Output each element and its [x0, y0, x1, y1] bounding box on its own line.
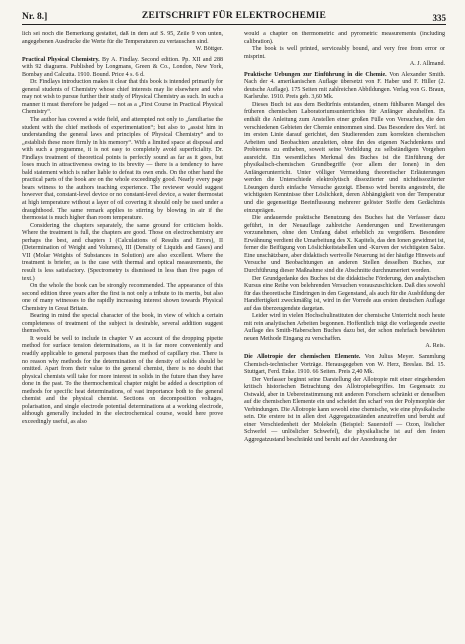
issue-number: Nr. 8.]: [22, 12, 48, 22]
body-paragraph: Der Grundgedanke des Buches ist die didaktische Förderung, den analytischen Kursus eine Reihe von belehrenden Versuchen vorauszuschicken. Daß dies sowohl für das theoretische Eindringen in den Gegenstand, als auch für die Ausbildung der Handfertigkeit zweckmäßig ist, wird in der Vorrede aus ersten deutschen Auflage auf das überzeugendste dargetan.: [244, 275, 445, 312]
left-column: [22, 31, 223, 639]
body-paragraph: Leider wird in vielen Hochschulinstituten der chemische Unterricht noch heute mit rein analytischen Arbeiten begonnen. Hoffentlich trägt die vorliegende zweite Auflage des Smith-Haberschen Buches dazu bei, der schon mehrfach bewährten neuen Methode Eingang zu verschaffen.: [244, 313, 445, 342]
review-title: Die Allotropie der chemischen Elemente.: [244, 353, 361, 360]
body-paragraph: would a chapter on thermometric and pyrometric measurements (including calibration).: [244, 31, 445, 45]
review-meta: By A. Findlay. Second edition. Pp. XII and 288 with 92 diagrams. Published by Longmans, Green & Co., London, New York, Bombay and Calcutta. 1910. Bound. Price 4 s. 6 d.: [22, 56, 223, 78]
review-heading: [244, 72, 445, 102]
review-signature: A. Reis.: [425, 343, 445, 350]
review-heading: [22, 57, 223, 80]
review-meta: Von Julius Meyer. Sammlung Chemisch-technischer Vorträge. Herausgegeben von W. Herz, Breslau. Bd. 15. Stuttgart, Ferd. Enke. 1910. 66 Seiten. Preis 2,40 Mk.: [244, 353, 445, 376]
body-paragraph: Bearing in mind the special character of the book, in view of which a certain completeness of treatment of the subject is desirable, several addition suggest themselves.: [22, 313, 223, 335]
right-column: [244, 31, 445, 639]
review-signature: A. J. Allmand.: [409, 61, 445, 68]
review-meta: Von Alexander Smith. Nach der 4. amerikanischen Auflage übersetzt von F. Haber und F. Hiller (2. deutsche Auflage). 175 Seiten mit zahlreichen Abbildungen. Verlag von G. Braun, Karlsruhe. 1910. Preis geb. 3,60 Mk.: [244, 71, 445, 101]
review-heading: [244, 354, 445, 377]
review-title: Praktische Uebungen zur Einführung in die Chemie.: [244, 71, 387, 78]
body-paragraph: The book is well printed, serviceably bound, and very free from error or misprint.: [244, 46, 445, 60]
body-paragraph: Der Verfasser beginnt seine Darstellung der Allotropie mit einer eingehenden kritisch historischen Betrachtung des Allotropiebegriffes. Im Gegensatz zu Ostwald, aber in Uebereinstimmung mit anderen Forschern schränkt er denselben auf die chemischen Elemente ein und scheidet ihn scharf von der Polymorphie der Verbindungen. Die Allotropie kann sowohl eine chemische, wie eine physikalische sein. Die erstere ist in allen drei Aggregatzuständen anzutreffen und beruht auf einer Verschiedenheit der Molekeln (Beispiel: Sauerstoff — Ozon, löslicher Schwefel — unlöslicher Schwefel), die physikalische ist auf den festen Aggregatzustand beschränkt und beruht auf der Anordnung der: [244, 376, 445, 443]
intro-signature: W. Böttger.: [195, 46, 223, 53]
review-title: Practical Physical Chemistry.: [22, 56, 100, 63]
body-paragraph: Dr. Findlays introduction makes it clear that this book is intended primarily for general students of Chemistry whose chief interests may lie elsewhere and who may not wish to pursue further their study of Physical Chemistry as such. In such a manner it must therefore be judged — not as a „First Course in Practical Physical Chemistry“.: [22, 79, 223, 116]
body-paragraph: On the whole the book can be strongly recommended. The appearance of this second edition three years after the first is not only a tribute to its merits, but also one of many witnesses to the rapidly increasing interest shown towards Physical Chemistry in Great Britain.: [22, 283, 223, 312]
page-number: 335: [432, 13, 446, 23]
body-paragraph: Considering the chapters separately, the same ground for criticism holds. Where the treatment is full, the chapters are good. Those on electrochemistry are perhaps the best, and chapters I (Calculations of Results and Errors), II (Determination of Weight and Volumes), III (Density of Liquids and Gases) and VII (Molar Weights of Substances in Solution) are also excellent. Where the treatment is briefer, as is the case with thermal and optical measurements, the result is less satisfactory. (Spectrometry is dismissed in less than five pages of text.): [22, 222, 223, 282]
body-paragraph: It would be well to include in chapter V an account of the dropping pipette method for surface tension determinations, as it is far more conveniently and readily applicable to general purposes than the method of capillary rise. There is no reason why methods for the determination of the density of solids should be omitted. Apart from their value to the general chemist, there is no doubt that physical chemists will take for more interest in solids in the future than they have done in the past. To the thermochemical chapter might be added a description of methods for specific heat determinations, of vast importance both to the general chemist and the physical chemist. Sections on decomposition voltages, polarisation, and single electrode potential determinations at a working electrode, although generally included in the electrochemical course, would here prove exceedingly useful, as also: [22, 335, 223, 425]
journal-title: ZEITSCHRIFT FÜR ELEKTROCHEMIE: [141, 11, 327, 21]
header-rule: [22, 24, 446, 25]
body-paragraph: The author has covered a wide field, and attempted not only to „familiarise the student with the chief methods of experimentation“; but also to „assist him in understanding the general laws and principles of Physical Chemistry“ and to „establish these more firmly in his memory“. With a limited space at disposal and with such a programme, it is not easy to completely avoid superficiality. Dr. Findlays treatment of theoretical points is perfectly sound as far as it goes, but loses much in attractiveness owing to its brevity — there is a tendency to have bald statement which is rather liable to defeat its own ends. On the other hand the practical parts of the book are on the whole exceedingly good. Nearly every page bears witness to the authors teaching experience. The reviewer would suggest however that, constant-level device or no constant-level device, a water thermostat at high temperature without a layer of oil covering it should only be used under a draughthood. The same remark applies to stirring by blowing in air if the thermostat is much higher than room temperature.: [22, 117, 223, 222]
intro-paragraph: lich sei noch die Bemerkung gestattet, daß in dem auf S. 95, Zeile 9 von unten, angegebenen Ausdrucke die Werte für die Temperaturen zu vertauschen sind.: [22, 31, 223, 45]
body-paragraph: Dieses Buch ist aus dem Bedürfnis entstanden, einem fühlbaren Mangel des früheren chemischen Laboratoriumsunterrichtes für Anfänger abzuhelfen. Es enthält die Anleitung zum Anstellen einer großen Fülle von Versuchen, die den verschiedenen Gebieten der Chemie entnommen sind. Das Besondere des Verf. ist im ersten Linie darauf gerichtet, den Studierenden zum korrekten chemischen Arbeiten und Beobachten anzuleiten, ohne ihn des eigenen Nachdenkens und Probierens zu entheben, soweit seine Vorbildung zu selbständigem Vorgehen ausreicht. Ein wesentliches Merkmal des Buches ist die Einführung der physikalisch-chemischen Grundbegriffe (vor allem der Ionen) in den Anfängerunterricht. Unter völliger Vermeidung theoretischer Erläuterungen werden die Unterschiede elektrolytisch dissoziierter und nichtdissoziierter Lösungen durch einfache Versuche gezeigt. Ebenso wird bereits angestrebt, die wichtigsten Kenntnisse über Löslichkeit, deren Abhängigkeit von der Temperatur und die gegenseitige Beeinflussung mehrerer gelöster Stoffe dem Gedächtnis einzuprägen.: [244, 101, 445, 214]
body-paragraph: Die andauernde praktische Benutzung des Buches hat die Verfasser dazu geführt, in der Neuauflage zahlreiche Aenderungen und Erweiterungen vorzunehmen, ohne den Umfang dabei erheblich zu vergrößern. Besondere Erwähnung verdient die Umarbeitung des X. Kapitels, das den Ionen gewidmet ist, ferner die Beifügung von Löslichkeitstabellen und -Kurven der wichtigsten Salze. Eine unschätzbare, aber didaktisch wertvolle Neuerung ist der häufige Hinweis auf Versuche und Beobachtungen an anderen Stellen desselben Buches, zur Durchführung dieser Maßnahme sind die Abschnitte durchnumeriert worden.: [244, 215, 445, 274]
